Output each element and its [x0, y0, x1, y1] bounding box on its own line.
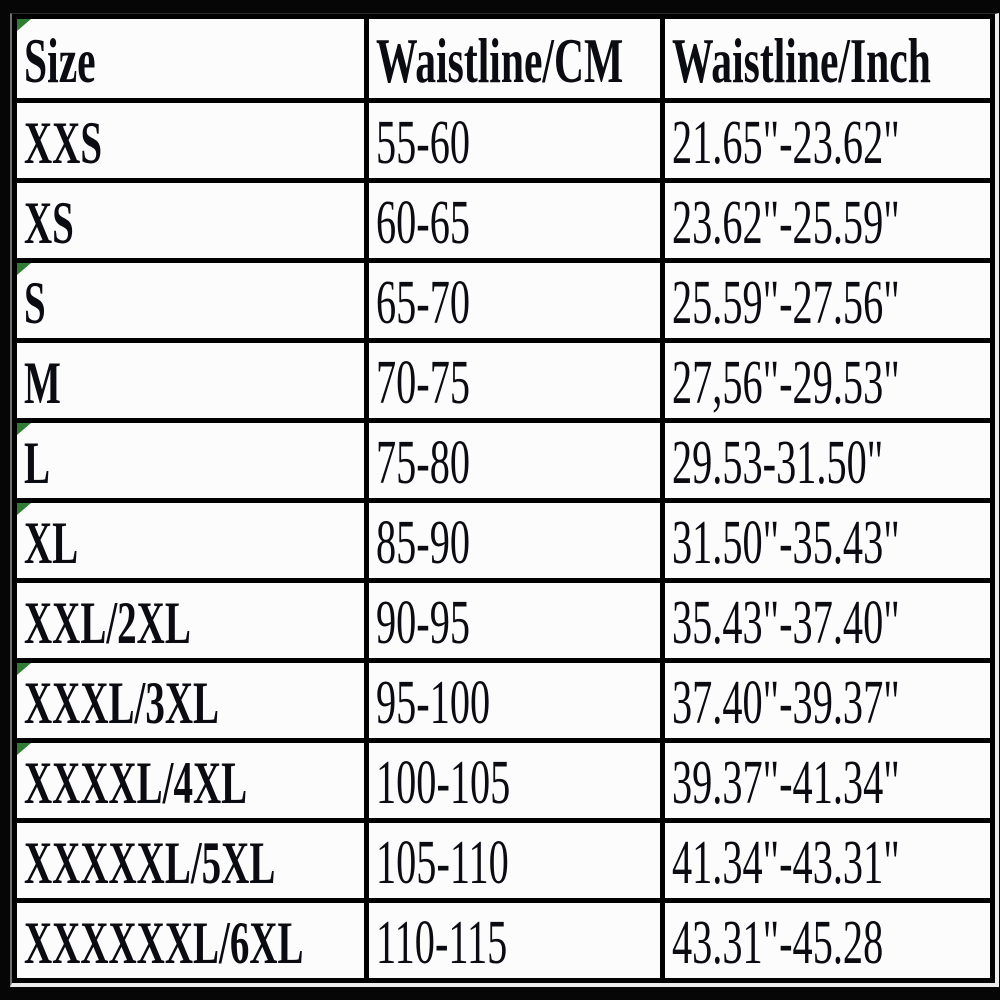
waistline-inch-cell [663, 901, 993, 981]
waistline-inch-cell [663, 821, 993, 901]
table-body [15, 101, 993, 981]
size-cell [15, 901, 367, 981]
size-cell [15, 501, 367, 581]
waistline-inch-cell-text: 21.65"-23.62" [672, 108, 900, 177]
waistline-cm-cell-text: 105-110 [376, 828, 509, 897]
size-cell [15, 101, 367, 181]
waistline-cm-cell-text: 110-115 [376, 908, 508, 977]
waistline-cm-cell [367, 741, 663, 821]
waistline-cm-cell [367, 901, 663, 981]
waistline-inch-cell [663, 341, 993, 421]
size-cell-text: XXXXXL/5XL [24, 829, 276, 896]
waistline-cm-cell-text: 55-60 [376, 108, 471, 177]
waistline-cm-cell [367, 501, 663, 581]
waistline-inch-cell-text: 31.50"-35.43" [672, 508, 900, 577]
waistline-cm-cell-text: 75-80 [376, 428, 471, 497]
size-cell-text: XXXL/3XL [24, 669, 220, 736]
header-row [15, 17, 993, 101]
waistline-inch-cell-text: 41.34"-43.31" [672, 828, 900, 897]
size-cell-text: L [24, 429, 51, 496]
waistline-cm-cell [367, 581, 663, 661]
waistline-cm-cell-text: 70-75 [376, 348, 471, 417]
table-row [15, 421, 993, 501]
waistline-inch-cell-text: 35.43"-37.40" [672, 588, 900, 657]
waistline-cm-cell [367, 101, 663, 181]
table-row [15, 741, 993, 821]
waistline-inch-cell-text: 25.59"-27.56" [672, 268, 900, 337]
waistline-cm-cell-text: 95-100 [376, 668, 491, 737]
table-row [15, 901, 993, 981]
waistline-inch-cell [663, 581, 993, 661]
waistline-cm-cell-text: 85-90 [376, 508, 471, 577]
waistline-inch-cell [663, 181, 993, 261]
table-row [15, 101, 993, 181]
size-cell-text: XL [24, 509, 79, 576]
size-cell [15, 661, 367, 741]
waistline-inch-cell-text: 23.62"-25.59" [672, 188, 900, 257]
size-chart-table-frame [10, 13, 999, 987]
table-row [15, 501, 993, 581]
size-cell-text: XXXXL/4XL [24, 749, 248, 816]
table-row [15, 661, 993, 741]
waistline-inch-cell-text: 37.40"-39.37" [672, 668, 900, 737]
waistline-inch-cell [663, 661, 993, 741]
size-cell [15, 181, 367, 261]
waistline-cm-cell [367, 341, 663, 421]
header-waistline-cm-label: Waistline/CM [376, 24, 624, 96]
size-cell [15, 821, 367, 901]
header-cell-size [15, 17, 367, 101]
size-cell-text: XXL/2XL [24, 589, 191, 656]
waistline-inch-cell [663, 501, 993, 581]
waistline-cm-cell-text: 100-105 [376, 748, 511, 817]
waistline-inch-cell-text: 29.53-31.50" [672, 428, 884, 497]
table-row [15, 821, 993, 901]
waistline-cm-cell [367, 261, 663, 341]
waistline-inch-cell-text: 43.31"-45.28 [672, 908, 884, 977]
size-cell [15, 421, 367, 501]
table-row [15, 261, 993, 341]
size-cell-text: XXS [24, 109, 103, 176]
waistline-cm-cell [367, 181, 663, 261]
waistline-cm-cell-text: 90-95 [376, 588, 471, 657]
waistline-inch-cell [663, 101, 993, 181]
size-cell-text: XS [24, 189, 74, 256]
waistline-cm-cell [367, 421, 663, 501]
size-cell-text: XXXXXXL/6XL [24, 909, 304, 976]
waistline-inch-cell-text: 27,56"-29.53" [672, 348, 900, 417]
size-chart-table [12, 14, 995, 983]
header-cell-waistline-cm [367, 17, 663, 101]
waistline-inch-cell [663, 261, 993, 341]
waistline-cm-cell [367, 821, 663, 901]
waistline-inch-cell-text: 39.37"-41.34" [672, 748, 900, 817]
size-cell [15, 581, 367, 661]
size-cell [15, 741, 367, 821]
size-cell-text: M [24, 349, 61, 416]
table-row [15, 581, 993, 661]
table-row [15, 341, 993, 421]
size-cell-text: S [24, 269, 46, 336]
waistline-inch-cell [663, 741, 993, 821]
table-row [15, 181, 993, 261]
header-size-label: Size [24, 24, 96, 96]
waistline-cm-cell [367, 661, 663, 741]
size-cell [15, 261, 367, 341]
waistline-cm-cell-text: 65-70 [376, 268, 471, 337]
size-cell [15, 341, 367, 421]
header-waistline-inch-label: Waistline/Inch [672, 24, 931, 96]
waistline-cm-cell-text: 60-65 [376, 188, 471, 257]
waistline-inch-cell [663, 421, 993, 501]
header-cell-waistline-inch [663, 17, 993, 101]
